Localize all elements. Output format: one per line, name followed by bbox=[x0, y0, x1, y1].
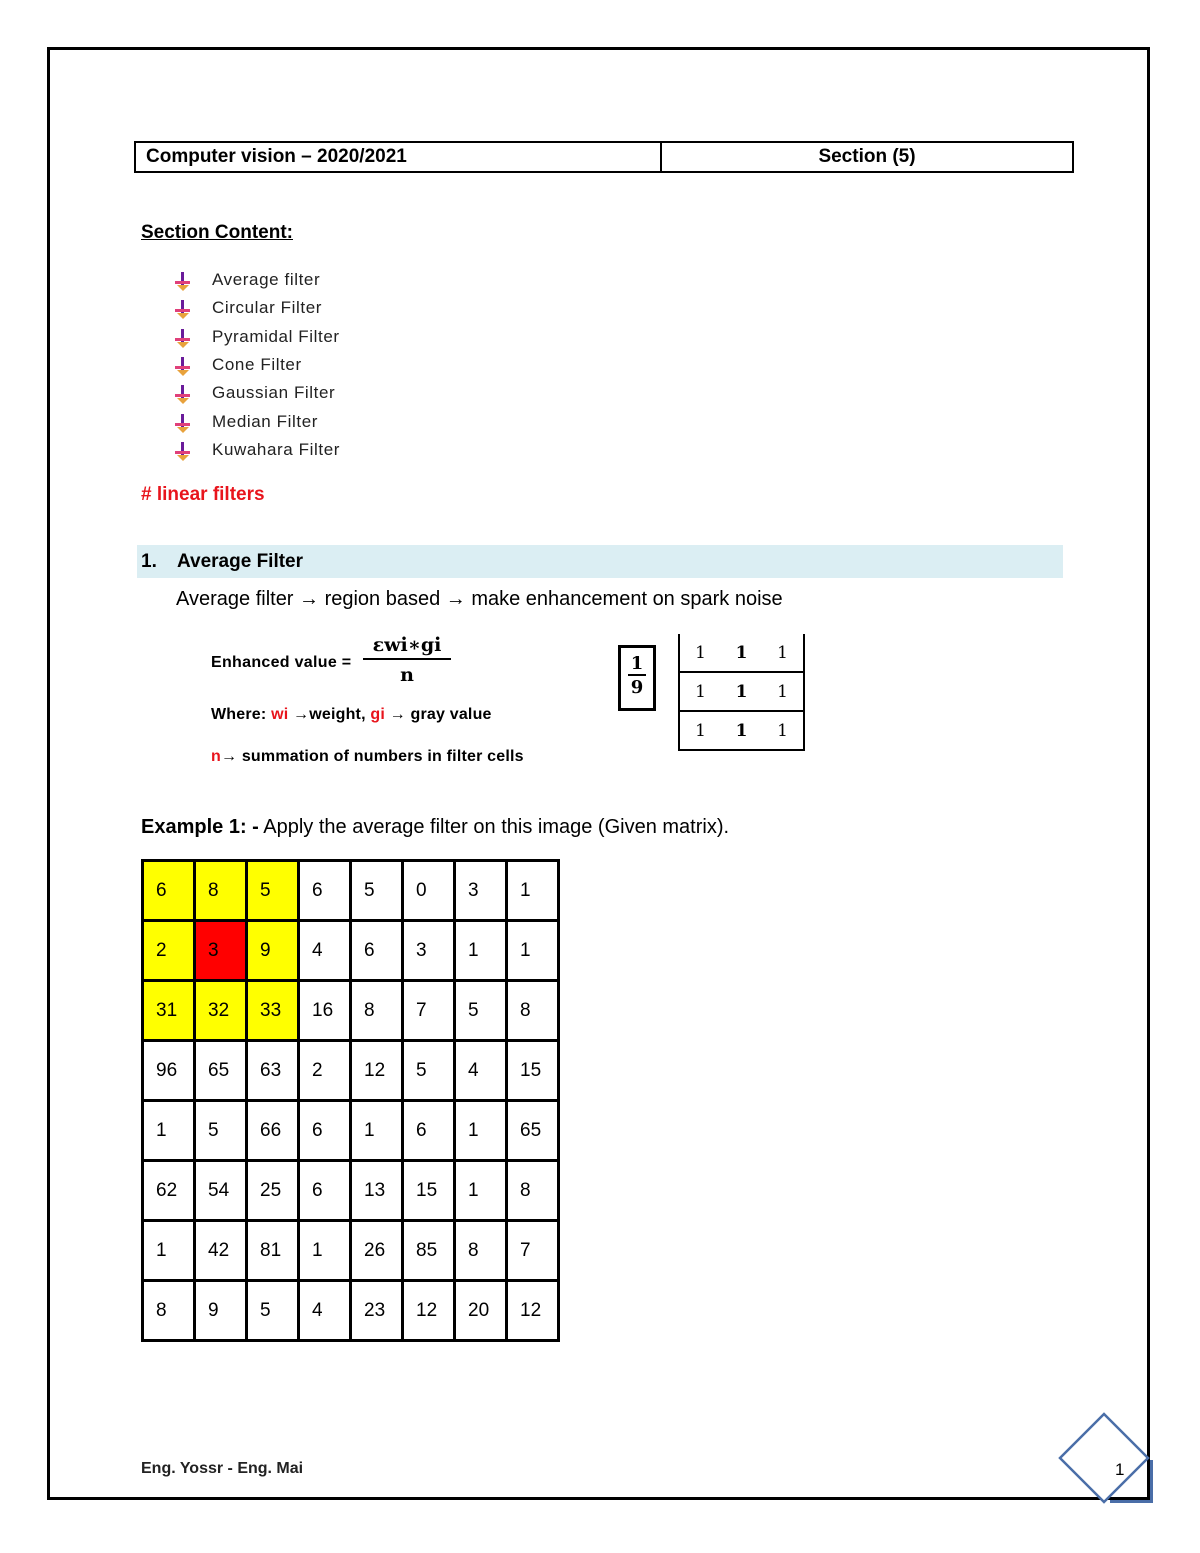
gi-symbol: gi bbox=[370, 706, 385, 723]
matrix-cell: 1 bbox=[143, 1101, 195, 1161]
n-definition: n→ summation of numbers in filter cells bbox=[211, 748, 524, 765]
heading-title: Average Filter bbox=[177, 550, 304, 572]
matrix-cell: 1 bbox=[455, 921, 507, 981]
kernel-cell: 1 bbox=[721, 672, 762, 711]
heading-number: 1. bbox=[141, 550, 157, 572]
matrix-cell: 15 bbox=[507, 1041, 559, 1101]
matrix-cell: 4 bbox=[455, 1041, 507, 1101]
example-text: Apply the average filter on this image (Given matrix). bbox=[258, 816, 730, 838]
header-table bbox=[134, 141, 1074, 173]
course-title: Computer vision – 2020/2021 bbox=[136, 143, 662, 171]
matrix-cell: 1 bbox=[299, 1221, 351, 1281]
matrix-cell: 6 bbox=[351, 921, 403, 981]
matrix-cell: 2 bbox=[299, 1041, 351, 1101]
table-row bbox=[143, 921, 559, 981]
arrow-bullet-icon bbox=[172, 383, 194, 403]
matrix-cell: 8 bbox=[507, 1161, 559, 1221]
matrix-cell: 4 bbox=[299, 921, 351, 981]
footer-authors: Eng. Yossr - Eng. Mai bbox=[141, 1460, 304, 1477]
matrix-cell: 5 bbox=[403, 1041, 455, 1101]
formula-label: Enhanced value = bbox=[211, 654, 352, 671]
arrow-bullet-icon bbox=[172, 440, 194, 460]
example-1-statement bbox=[141, 816, 729, 839]
matrix-cell: 5 bbox=[247, 1281, 299, 1341]
matrix-cell: 15 bbox=[403, 1161, 455, 1221]
list-item: Pyramidal Filter bbox=[172, 323, 340, 351]
matrix-cell: 1 bbox=[455, 1161, 507, 1221]
matrix-cell: 5 bbox=[351, 861, 403, 921]
matrix-cell: 8 bbox=[195, 861, 247, 921]
kernel-cell: 1 bbox=[679, 634, 721, 672]
matrix-cell: 9 bbox=[195, 1281, 247, 1341]
list-item: Gaussian Filter bbox=[172, 379, 340, 407]
matrix-cell: 8 bbox=[351, 981, 403, 1041]
page-number: 1 bbox=[1115, 1460, 1125, 1479]
table-row bbox=[143, 1221, 559, 1281]
table-row bbox=[143, 981, 559, 1041]
kernel-cell: 1 bbox=[762, 672, 804, 711]
table-row bbox=[143, 1101, 559, 1161]
average-filter-description: Average filter → region based → make enhancement on spark noise bbox=[176, 588, 783, 610]
example-label: Example 1: - bbox=[141, 816, 259, 838]
matrix-cell: 31 bbox=[143, 981, 195, 1041]
matrix-cell: 1 bbox=[143, 1221, 195, 1281]
matrix-cell: 1 bbox=[455, 1101, 507, 1161]
list-item: Median Filter bbox=[172, 407, 340, 435]
matrix-cell: 65 bbox=[507, 1101, 559, 1161]
table-row bbox=[143, 1041, 559, 1101]
matrix-cell: 96 bbox=[143, 1041, 195, 1101]
matrix-cell: 3 bbox=[403, 921, 455, 981]
matrix-cell: 6 bbox=[403, 1101, 455, 1161]
kernel-cell: 1 bbox=[679, 672, 721, 711]
matrix-cell: 63 bbox=[247, 1041, 299, 1101]
matrix-cell: 6 bbox=[299, 1161, 351, 1221]
list-item: Kuwahara Filter bbox=[172, 436, 340, 464]
matrix-cell: 5 bbox=[195, 1101, 247, 1161]
wi-symbol: wi bbox=[271, 706, 289, 723]
list-item: Circular Filter bbox=[172, 294, 340, 322]
scale-fraction bbox=[618, 645, 656, 711]
section-number: Section (5) bbox=[818, 146, 916, 167]
table-row bbox=[143, 1161, 559, 1221]
matrix-cell: 2 bbox=[143, 921, 195, 981]
matrix-cell: 23 bbox=[351, 1281, 403, 1341]
matrix-cell: 7 bbox=[507, 1221, 559, 1281]
matrix-cell: 12 bbox=[351, 1041, 403, 1101]
arrow-bullet-icon bbox=[172, 327, 194, 347]
matrix-cell: 85 bbox=[403, 1221, 455, 1281]
scale-denominator: 9 bbox=[630, 677, 644, 698]
matrix-cell: 65 bbox=[195, 1041, 247, 1101]
arrow-bullet-icon bbox=[172, 355, 194, 375]
where-line: Where: wi →weight, gi → gray value bbox=[211, 706, 492, 723]
matrix-cell: 42 bbox=[195, 1221, 247, 1281]
matrix-cell: 16 bbox=[299, 981, 351, 1041]
matrix-cell: 1 bbox=[507, 921, 559, 981]
matrix-cell: 13 bbox=[351, 1161, 403, 1221]
list-item: Average filter bbox=[172, 266, 340, 294]
page-number-badge bbox=[1058, 1412, 1150, 1504]
scale-numerator: 1 bbox=[628, 654, 646, 676]
matrix-cell: 5 bbox=[455, 981, 507, 1041]
matrix-cell: 8 bbox=[455, 1221, 507, 1281]
matrix-cell: 6 bbox=[299, 1101, 351, 1161]
linear-filters-label: # linear filters bbox=[141, 484, 265, 505]
matrix-cell: 25 bbox=[247, 1161, 299, 1221]
section-content-title: Section Content: bbox=[141, 222, 293, 243]
matrix-cell: 3 bbox=[195, 921, 247, 981]
table-row bbox=[143, 861, 559, 921]
matrix-cell: 54 bbox=[195, 1161, 247, 1221]
matrix-cell: 5 bbox=[247, 861, 299, 921]
list-item: Cone Filter bbox=[172, 351, 340, 379]
matrix-cell: 8 bbox=[507, 981, 559, 1041]
formula-fraction bbox=[363, 634, 451, 686]
n-symbol: n bbox=[211, 748, 221, 765]
kernel-matrix bbox=[678, 634, 805, 751]
matrix-cell: 1 bbox=[507, 861, 559, 921]
matrix-cell: 3 bbox=[455, 861, 507, 921]
formula-denominator: n bbox=[400, 664, 414, 686]
matrix-cell: 7 bbox=[403, 981, 455, 1041]
matrix-cell: 62 bbox=[143, 1161, 195, 1221]
kernel-cell: 1 bbox=[735, 642, 748, 663]
matrix-cell: 20 bbox=[455, 1281, 507, 1341]
arrow-bullet-icon bbox=[172, 298, 194, 318]
section-content-list bbox=[172, 266, 340, 464]
kernel-cell: 1 bbox=[679, 711, 721, 750]
matrix-cell: 26 bbox=[351, 1221, 403, 1281]
matrix-cell: 81 bbox=[247, 1221, 299, 1281]
matrix-cell: 4 bbox=[299, 1281, 351, 1341]
arrow-bullet-icon bbox=[172, 270, 194, 290]
matrix-cell: 8 bbox=[143, 1281, 195, 1341]
matrix-cell: 1 bbox=[351, 1101, 403, 1161]
matrix-cell: 33 bbox=[247, 981, 299, 1041]
kernel-cell: 1 bbox=[762, 711, 804, 750]
matrix-cell: 12 bbox=[403, 1281, 455, 1341]
matrix-cell: 12 bbox=[507, 1281, 559, 1341]
matrix-cell: 66 bbox=[247, 1101, 299, 1161]
matrix-cell: 6 bbox=[143, 861, 195, 921]
matrix-cell: 32 bbox=[195, 981, 247, 1041]
arrow-bullet-icon bbox=[172, 412, 194, 432]
kernel-cell: 1 bbox=[762, 634, 804, 672]
matrix-cell: 6 bbox=[299, 861, 351, 921]
table-row bbox=[143, 1281, 559, 1341]
matrix-cell: 0 bbox=[403, 861, 455, 921]
formula-numerator: ɛwi∗gi bbox=[363, 634, 451, 660]
average-filter-heading bbox=[137, 545, 1063, 578]
matrix-cell: 9 bbox=[247, 921, 299, 981]
image-matrix bbox=[141, 859, 560, 1342]
kernel-cell: 1 bbox=[721, 711, 762, 750]
